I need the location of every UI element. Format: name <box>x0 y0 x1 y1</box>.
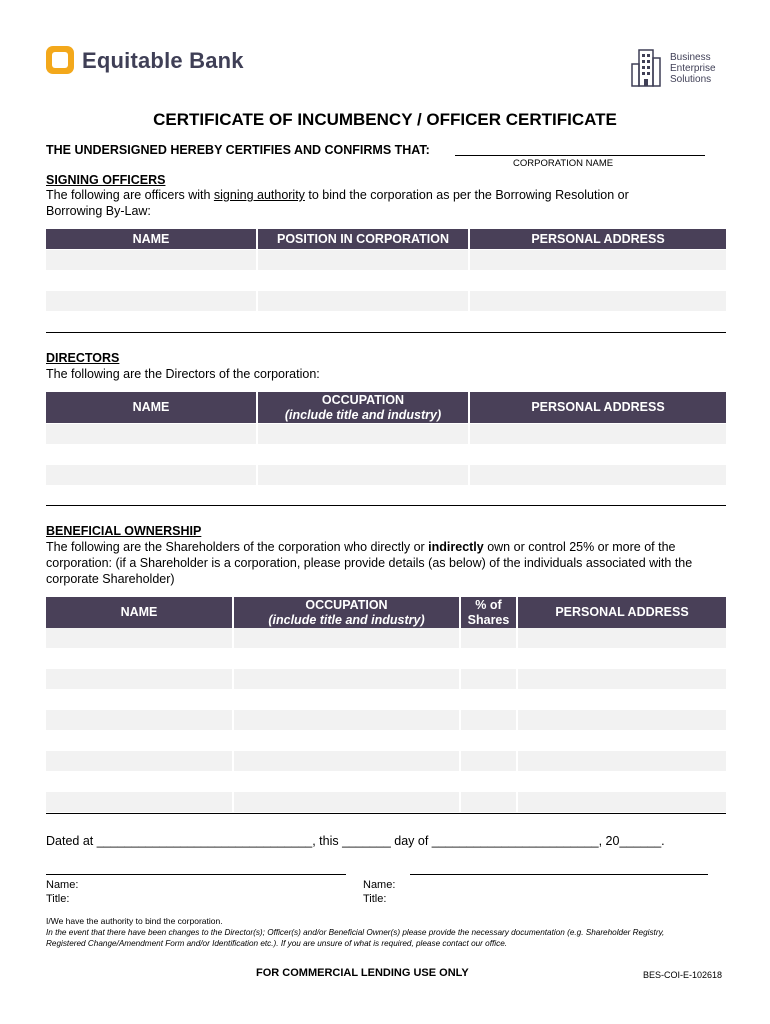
bank-name: Equitable Bank <box>82 48 244 73</box>
building-icon <box>630 46 664 90</box>
cell-pct[interactable] <box>461 792 518 812</box>
cell-occupation[interactable] <box>258 465 470 485</box>
cell-name[interactable] <box>46 792 234 812</box>
changes-note-2: Registered Change/Amendment Form and/or Identification etc.). If you are unsure of what is required, please contact our office. <box>46 939 508 948</box>
cell-position[interactable] <box>258 291 470 311</box>
bes-line-3: Solutions <box>670 74 712 85</box>
form-code: BES-COI-E-102618 <box>643 970 723 980</box>
cell-name[interactable] <box>46 751 234 771</box>
changes-note: In the event that there have been changes to the Director(s); Officer(s) and/or Beneficial Owner(s) please provide the necessary documentation (e.g. Shareholder Registry, <box>46 928 665 937</box>
cell-pct[interactable] <box>461 669 518 689</box>
col-occupation: OCCUPATION (include title and industry) <box>234 597 461 628</box>
cell-pct[interactable] <box>461 751 518 771</box>
table-row[interactable] <box>46 710 726 730</box>
cell-address[interactable] <box>470 250 726 270</box>
signature-line-2[interactable] <box>410 874 708 875</box>
cell-name[interactable] <box>46 465 258 485</box>
col-occupation: OCCUPATION (include title and industry) <box>258 392 470 423</box>
col-address: PERSONAL ADDRESS <box>555 605 689 619</box>
bes-line-1: Business <box>670 52 711 63</box>
cell-name[interactable] <box>46 424 258 444</box>
beneficial-table-header <box>46 597 726 628</box>
col-address: PERSONAL ADDRESS <box>531 400 665 414</box>
cell-pct[interactable] <box>461 628 518 648</box>
col-name: NAME <box>46 597 234 628</box>
title-label: Title: <box>46 893 70 905</box>
cell-pct[interactable] <box>461 710 518 730</box>
table-row[interactable] <box>46 424 726 444</box>
table-row[interactable] <box>46 628 726 648</box>
cell-address[interactable] <box>518 792 726 812</box>
signing-table-header <box>46 229 726 249</box>
signature-block-2 <box>363 878 395 906</box>
divider <box>46 813 726 814</box>
cell-occupation[interactable] <box>234 792 461 812</box>
cell-name[interactable] <box>46 250 258 270</box>
col-position: POSITION IN CORPORATION <box>258 229 470 249</box>
commercial-use-label: FOR COMMERCIAL LENDING USE ONLY <box>256 967 469 979</box>
cell-name[interactable] <box>46 291 258 311</box>
cell-occupation[interactable] <box>234 751 461 771</box>
certifies-text: THE UNDERSIGNED HEREBY CERTIFIES AND CONFIRMS THAT: <box>46 143 430 157</box>
cell-name[interactable] <box>46 669 234 689</box>
table-row[interactable] <box>46 751 726 771</box>
cell-name[interactable] <box>46 628 234 648</box>
title-label: Title: <box>363 893 387 905</box>
bes-logo <box>630 46 730 90</box>
cell-occupation[interactable] <box>258 424 470 444</box>
directors-heading: DIRECTORS <box>46 351 120 365</box>
cell-address[interactable] <box>518 628 726 648</box>
signing-officers-heading: SIGNING OFFICERS <box>46 173 166 187</box>
divider <box>46 505 726 506</box>
table-row[interactable] <box>46 465 726 485</box>
cell-name[interactable] <box>46 710 234 730</box>
corporation-name-label: CORPORATION NAME <box>513 158 614 169</box>
cell-position[interactable] <box>258 250 470 270</box>
cell-occupation[interactable] <box>234 669 461 689</box>
signing-officers-text-2: Borrowing By-Law: <box>46 204 151 218</box>
cell-address[interactable] <box>470 465 726 485</box>
page-title: CERTIFICATE OF INCUMBENCY / OFFICER CERTIFICATE <box>153 110 617 129</box>
name-label: Name: <box>46 879 79 891</box>
dated-line[interactable]: Dated at _______________________________, this _______ day of ________________________, 20______. <box>46 834 665 848</box>
cell-address[interactable] <box>518 710 726 730</box>
cell-address[interactable] <box>470 424 726 444</box>
beneficial-heading: BENEFICIAL OWNERSHIP <box>46 524 202 538</box>
cell-occupation[interactable] <box>234 628 461 648</box>
cell-address[interactable] <box>470 291 726 311</box>
table-row[interactable] <box>46 291 726 311</box>
table-row[interactable] <box>46 792 726 812</box>
name-label: Name: <box>363 879 396 891</box>
bank-logo-icon <box>46 46 74 74</box>
divider <box>46 332 726 333</box>
col-name: NAME <box>46 229 258 249</box>
bes-line-2: Enterprise <box>670 63 716 74</box>
corporation-name-line[interactable] <box>455 155 705 156</box>
beneficial-text: The following are the Shareholders of the corporation who directly or indirectly own or control 25% or more of the <box>46 540 676 554</box>
col-pct-shares: % of Shares <box>461 597 518 628</box>
signing-officers-text: The following are officers with signing authority to bind the corporation as per the Borrowing Resolution or <box>46 188 629 202</box>
cell-address[interactable] <box>518 669 726 689</box>
directors-text: The following are the Directors of the corporation: <box>46 367 320 381</box>
signature-line-1[interactable] <box>46 874 346 875</box>
authority-text: I/We have the authority to bind the corporation. <box>46 916 223 926</box>
col-name: NAME <box>46 392 258 423</box>
col-address: PERSONAL ADDRESS <box>531 231 665 246</box>
directors-table-header <box>46 392 726 423</box>
signature-block-1 <box>46 878 78 906</box>
beneficial-text-3: corporate Shareholder) <box>46 572 175 586</box>
table-row[interactable] <box>46 669 726 689</box>
table-row[interactable] <box>46 250 726 270</box>
cell-occupation[interactable] <box>234 710 461 730</box>
cell-address[interactable] <box>518 751 726 771</box>
beneficial-text-2: corporation: (if a Shareholder is a corporation, please provide details (as below) of the individuals associated with the <box>46 556 693 570</box>
